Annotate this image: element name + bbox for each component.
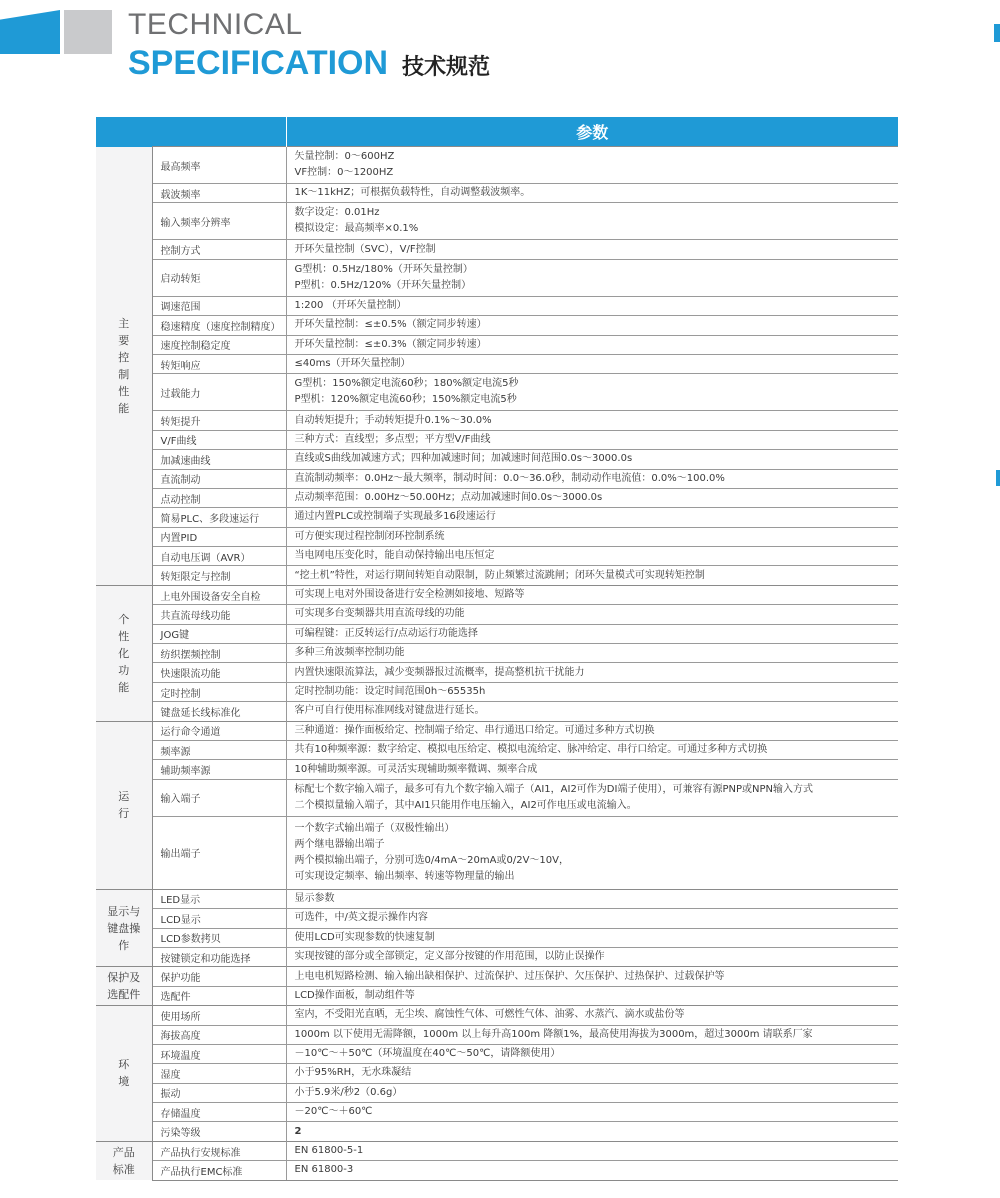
param-label: 速度控制稳定度 [152,335,286,354]
param-value-line: “挖土机”特性，对运行期间转矩自动限制，防止频繁过流跳闸；闭环矢量模式可实现转矩控制 [294,569,705,581]
table-row [96,1083,898,1102]
table-row [96,967,898,986]
param-value-line: 自动转矩提升；手动转矩提升0.1%～30.0% [294,414,492,426]
param-label: 选配件 [152,986,286,1005]
table-row [96,259,898,296]
category-cell [96,721,152,889]
param-value-line: EN 61800-5-1 [294,1145,364,1157]
param-label: 产品执行安规标准 [152,1141,286,1160]
table-row [96,147,898,184]
param-value-line: 两个继电器输出端子 [294,838,385,850]
param-value-line: 客户可自行使用标准网线对键盘进行延长。 [294,705,485,717]
param-value [286,779,898,816]
category-label: 个 性 化 功 能 [118,612,130,694]
param-value [286,1103,898,1122]
param-value [286,1141,898,1160]
table-row [96,702,898,721]
category-cell [96,1006,152,1142]
page-edge-marker [994,24,1000,42]
param-value [286,450,898,469]
param-label: 加减速曲线 [152,450,286,469]
param-label: 输入频率分辨率 [152,203,286,240]
table-row [96,760,898,779]
param-value-line: 10种辅助频率源。可灵活实现辅助频率微调、频率合成 [294,763,538,775]
param-value-line: 矢量控制：0～600HZ [294,151,395,162]
table-row [96,1064,898,1083]
param-value-line: 2 [294,1125,302,1137]
table-row [96,740,898,759]
param-value-line: 开环矢量控制（SVC），V/F控制 [294,243,436,255]
table-row [96,1161,898,1180]
param-value [286,469,898,488]
param-label: 启动转矩 [152,259,286,296]
param-value-line: 定时控制功能：设定时间范围0h～65535h [294,686,486,697]
param-value [286,605,898,624]
param-value [286,624,898,643]
table-row [96,566,898,585]
param-label: 输入端子 [152,779,286,816]
param-value-line: 可实现上电对外围设备进行安全检测如接地、短路等 [294,589,525,601]
param-value [286,1122,898,1141]
param-label: 转矩限定与控制 [152,566,286,585]
param-label: 点动控制 [152,488,286,507]
param-value [286,760,898,779]
category-cell [96,1141,152,1180]
param-value-line: －20℃～＋60℃ [294,1106,373,1118]
param-value-line: 可实现设定频率、输出频率、转速等物理量的输出 [294,870,515,882]
param-value-line: 1K～11kHZ；可根据负载特性，自动调整载波频率。 [294,187,531,199]
table-row [96,816,898,889]
category-label: 保护及 选配件 [107,971,141,1002]
param-label: 稳速精度（速度控制精度） [152,316,286,335]
table-row [96,682,898,701]
category-label: 运 行 [118,790,130,821]
table-row [96,527,898,546]
param-value [286,663,898,682]
param-value [286,1044,898,1063]
table-row [96,928,898,947]
param-value-line: 1000m 以下使用无需降额，1000m 以上每升高100m 降额1%，最高使用海拔为3000m，超过3000m 请联系厂家 [294,1028,813,1040]
param-label: 振动 [152,1083,286,1102]
param-label: 自动电压调（AVR） [152,547,286,566]
table-row [96,585,898,604]
param-label: 运行命令通道 [152,721,286,740]
category-cell [96,889,152,967]
param-value [286,488,898,507]
param-label: 按键锁定和功能选择 [152,947,286,966]
param-value [286,354,898,373]
param-value [286,335,898,354]
table-row [96,1025,898,1044]
table-row [96,644,898,663]
param-value-line: EN 61800-3 [294,1164,354,1176]
table-row [96,1122,898,1141]
table-row [96,889,898,908]
param-value-line: 可选件，中/英文提示操作内容 [294,912,428,924]
table-row [96,488,898,507]
param-value-line: 可方便实现过程控制闭环控制系统 [294,530,445,542]
table-row [96,605,898,624]
param-label: 控制方式 [152,240,286,259]
param-value-line: 内置快速限流算法，减少变频器报过流概率，提高整机抗干扰能力 [294,666,585,678]
param-label: 纺织摆频控制 [152,644,286,663]
param-value [286,928,898,947]
param-value [286,566,898,585]
table-row [96,663,898,682]
param-label: 存储温度 [152,1103,286,1122]
param-value-line: 显示参数 [294,892,335,904]
param-label: LCD显示 [152,909,286,928]
param-label: 保护功能 [152,967,286,986]
param-value [286,316,898,335]
param-value-line: 小于95%RH，无水珠凝结 [294,1067,412,1079]
table-row [96,240,898,259]
title-line-1: TECHNICAL [128,8,303,41]
param-label: 产品执行EMC标准 [152,1161,286,1180]
param-label: 转矩提升 [152,411,286,430]
table-row [96,469,898,488]
param-value-line: 实现按键的部分或全部锁定，定义部分按键的作用范围，以防止误操作 [294,951,605,963]
header-blank-cell [96,117,286,147]
param-label: 内置PID [152,527,286,546]
table-row [96,450,898,469]
category-label: 环 境 [118,1058,130,1089]
param-label: 快速限流功能 [152,663,286,682]
table-row [96,184,898,203]
param-value-line: VF控制：0～1200HZ [294,167,394,178]
table-row [96,1044,898,1063]
param-value [286,682,898,701]
table-row [96,779,898,816]
param-value-line: LCD操作面板，制动组件等 [294,989,415,1001]
table-row [96,947,898,966]
param-value-line: G型机：150%额定电流60秒；180%额定电流5秒 [294,378,519,390]
param-label: 海拔高度 [152,1025,286,1044]
param-label: 最高频率 [152,147,286,184]
param-value-line: P型机：0.5Hz/120%（开环矢量控制） [294,279,472,291]
param-value [286,889,898,908]
param-value-line: 开环矢量控制：≤±0.5%（额定同步转速） [294,319,487,331]
table-row [96,721,898,740]
header-accent-bar-blue [0,10,60,54]
param-value [286,411,898,430]
param-label: 环境温度 [152,1044,286,1063]
spec-table [96,117,898,1181]
param-value-line: 多种三角波频率控制功能 [294,647,405,659]
param-value-line: ≤40ms（开环矢量控制） [294,358,411,370]
param-label: 直流制动 [152,469,286,488]
side-edge-marker [996,470,1000,486]
param-value-line: 数字设定：0.01Hz [294,207,380,219]
param-value [286,816,898,889]
table-row [96,1006,898,1025]
category-label: 产品 标准 [112,1145,135,1176]
param-value-line: 三种通道：操作面板给定、控制端子给定、串行通迅口给定。可通过多种方式切换 [294,724,655,736]
param-value-line: －10℃～＋50℃（环境温度在40℃～50℃，请降额使用） [294,1048,561,1060]
param-value [286,1064,898,1083]
param-value-line: 可编程键：正反转运行/点动运行功能选择 [294,627,478,639]
param-value-line: 当电网电压变化时，能自动保持输出电压恒定 [294,550,495,562]
param-value-line: 模拟设定：最高频率×0.1% [294,223,419,235]
param-value [286,430,898,449]
table-header-row [96,117,898,147]
param-label: 湿度 [152,1064,286,1083]
table-row [96,624,898,643]
param-label: 定时控制 [152,682,286,701]
category-cell [96,967,152,1006]
category-cell [96,585,152,721]
table-row [96,316,898,335]
table-row [96,354,898,373]
param-value [286,1083,898,1102]
param-label: 上电外围设备安全自检 [152,585,286,604]
param-label: 输出端子 [152,816,286,889]
param-value [286,240,898,259]
param-value [286,1025,898,1044]
param-value [286,1006,898,1025]
table-row [96,335,898,354]
param-value [286,527,898,546]
title-chinese: 技术规范 [402,55,491,80]
param-value [286,947,898,966]
param-value-line: P型机：120%额定电流60秒；150%额定电流5秒 [294,394,517,406]
param-label: 转矩响应 [152,354,286,373]
param-value [286,508,898,527]
param-label: 简易PLC、多段速运行 [152,508,286,527]
category-cell [96,147,152,586]
param-value [286,259,898,296]
param-value-line: 三种方式：直线型；多点型；平方型V/F曲线 [294,433,491,445]
param-label: 键盘延长线标准化 [152,702,286,721]
param-label: 过载能力 [152,374,286,411]
param-label: V/F曲线 [152,430,286,449]
param-label: 载波频率 [152,184,286,203]
table-row [96,986,898,1005]
table-row [96,1103,898,1122]
param-value [286,909,898,928]
param-value [286,184,898,203]
param-value-line: 可实现多台变频器共用直流母线的功能 [294,608,465,620]
param-value-line: 点动频率范围：0.00Hz～50.00Hz；点动加减速时间0.0s～3000.0s [294,492,603,504]
table-row [96,909,898,928]
param-label: 调速范围 [152,296,286,315]
category-label: 显示与 键盘操作 [107,904,141,952]
param-value [286,1161,898,1180]
param-label: 频率源 [152,740,286,759]
column-header-params: 参数 [286,117,898,147]
header-accent-bar-grey [64,10,112,54]
param-label: 使用场所 [152,1006,286,1025]
param-value-line: 上电电机短路检测、输入输出缺相保护、过流保护、过压保护、欠压保护、过热保护、过载保护等 [294,970,725,982]
param-value-line: G型机：0.5Hz/180%（开环矢量控制） [294,263,473,275]
param-value [286,547,898,566]
spec-table-body [96,147,898,1181]
param-value-line: 小于5.9米/秒2（0.6g） [294,1086,403,1098]
param-label: 污染等级 [152,1122,286,1141]
param-value-line: 使用LCD可实现参数的快速复制 [294,931,435,943]
table-row [96,203,898,240]
param-value-line: 开环矢量控制：≤±0.3%（额定同步转速） [294,338,487,350]
param-value [286,702,898,721]
param-value [286,147,898,184]
param-value [286,374,898,411]
table-row [96,547,898,566]
param-label: 共直流母线功能 [152,605,286,624]
param-label: 辅助频率源 [152,760,286,779]
category-label: 主 要 控 制 性 能 [118,316,130,415]
param-value [286,203,898,240]
param-value-line: 一个数字式输出端子（双极性输出） [294,822,455,834]
param-value [286,740,898,759]
param-value-line: 直线或S曲线加减速方式；四种加减速时间；加减速时间范围0.0s～3000.0s [294,453,633,465]
param-value-line: 标配七个数字输入端子，最多可有九个数字输入端子（AI1，AI2可作为DI端子使用），可兼容有源PNP或NPN输入方式 [294,783,813,795]
param-value-line: 两个模拟输出端子，分别可选0/4mA～20mA或0/2V～10V， [294,854,569,866]
param-value-line: 通过内置PLC或控制端子实现最多16段速运行 [294,511,496,523]
param-label: LED显示 [152,889,286,908]
param-value-line: 二个模拟量输入端子，其中AI1只能用作电压输入，AI2可作电压或电流输入。 [294,799,637,811]
param-label: JOG键 [152,624,286,643]
param-value [286,296,898,315]
table-row [96,508,898,527]
param-value-line: 直流制动频率：0.0Hz～最大频率，制动时间：0.0～36.0秒，制动动作电流值：0.0%～100.0% [294,472,725,484]
table-row [96,430,898,449]
table-row [96,411,898,430]
param-value [286,721,898,740]
param-value-line: 1:200 （开环矢量控制） [294,299,407,311]
param-label: LCD参数拷贝 [152,928,286,947]
param-value [286,585,898,604]
param-value [286,967,898,986]
table-row [96,1141,898,1160]
param-value [286,644,898,663]
param-value [286,986,898,1005]
param-value-line: 室内，不受阳光直晒，无尘埃、腐蚀性气体、可燃性气体、油雾、水蒸汽、滴水或盐份等 [294,1009,685,1021]
table-row [96,296,898,315]
title-line-2: SPECIFICATION [128,44,389,82]
table-row [96,374,898,411]
param-value-line: 共有10种频率源：数字给定、模拟电压给定、模拟电流给定、脉冲给定、串行口给定。可通过多种方式切换 [294,744,768,756]
